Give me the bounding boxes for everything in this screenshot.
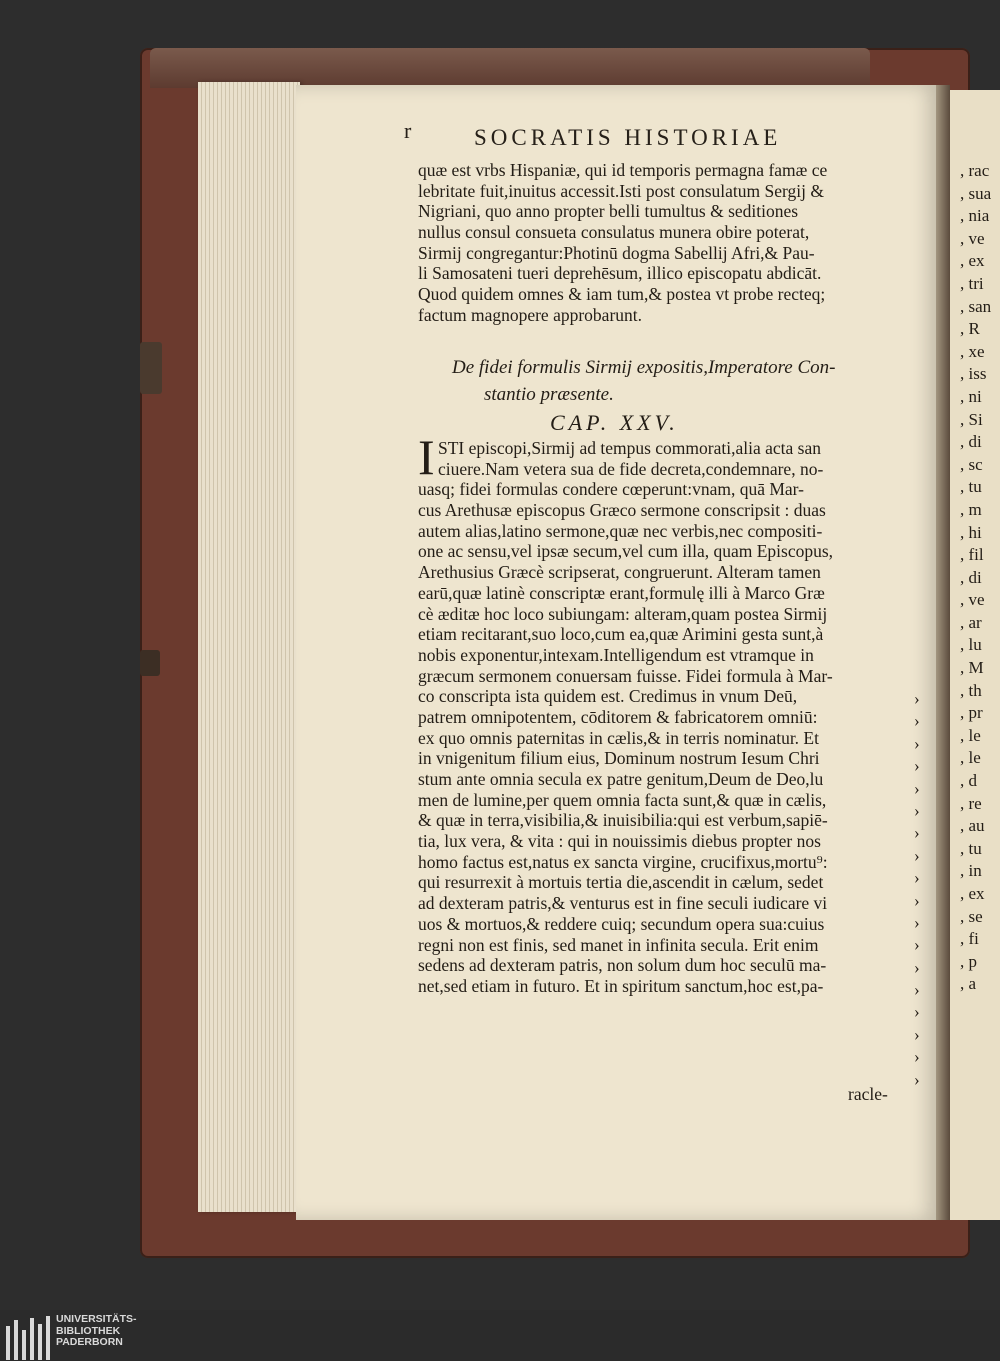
fragment: , re [960,793,982,813]
fragment: , pr [960,703,983,723]
fragment: , lu [960,635,982,655]
text-line: STI episcopi,Sirmij ad tempus commorati,alia acta san [438,438,821,458]
text-line: Arethusius Græcè scripserat, congruerunt. Alteram tamen [418,562,821,583]
fragment: , R [960,319,980,339]
text-line: uos & mortuos,& reddere cuiq; secundum opera sua:cuius [418,913,825,934]
text-line: qui resurrexit à mortuis tertia die,ascendit in cælum, sedet [418,872,824,893]
text-line: regni non est finis, sed manet in infinita secula. Erit enim [418,934,819,955]
text-line: nobis exponentur,intexam.Intelligendum est vtramque in [418,644,814,665]
text-line: nullus consul consueta consulatus munera obire poterat, [418,222,810,243]
fragment: , fil [960,545,984,565]
fragment: , se [960,906,983,926]
text-line: Sirmij congregantur:Photinū dogma Sabellij Afri,& Pau- [418,242,815,263]
fragment: , au [960,816,985,836]
text-line: men de lumine,per quem omnia facta sunt,& quæ in cælis, [418,789,827,810]
text-line: ad dexteram patris,& venturus est in fine seculi iudicare vi [418,893,828,914]
chapter-number: CAP. XXV. [550,410,679,435]
fragment: , san [960,296,992,316]
logo-line: UNIVERSITÄTS- [56,1313,137,1325]
text-line: one ac sensu,vel ipsæ secum,vel cum illa, quam Episcopus, [418,541,834,562]
right-page-fragments [960,160,991,996]
drop-cap: I [418,429,435,485]
fragment: , ar [960,612,982,632]
fragment: , ve [960,590,985,610]
text-line: in vnigenitum filium eius, Dominum nostrum Iesum Chri [418,748,820,769]
text-line: stum ante omnia secula ex patre genitum,Deum de Deo,lu [418,769,824,789]
text-line: factum magnopere approbarunt. [418,304,643,325]
quotation-margin-marks [914,688,920,1091]
chapter-heading-line-2: stantio præsente. [484,384,614,405]
margin-mark: › [914,823,920,843]
text-line: etiam recitarant,suo loco,cum ea,quæ Arimini gesta sunt,à [418,624,824,645]
fragment: , le [960,748,981,768]
page-edges [198,82,300,1212]
margin-mark: › [914,868,920,888]
margin-mark: › [914,1069,920,1089]
footer-bar [0,1310,1000,1361]
clasp-remnant [140,342,162,394]
fragment: , M [960,658,984,678]
text-line: quæ est vrbs Hispaniæ, qui id temporis permagna famæ ce [418,160,828,180]
signature-mark: r [404,118,412,143]
fragment: , tri [960,273,984,293]
margin-mark: › [914,980,920,1000]
fragment: , iss [960,364,987,384]
text-line: cè æditæ hoc loco subiungam: alteram,quam postea Sirmij [418,603,828,624]
text-line: cus Arethusæ episcopus Græco sermone conscripsit : duas [418,500,826,521]
running-head: SOCRATIS HISTORIAE [474,125,782,150]
catchword: racle- [848,1084,888,1104]
text-line: lebritate fuit,inuitus accessit.Isti post consulatum Sergij & [418,180,825,201]
margin-mark: › [914,800,920,820]
fragment: , xe [960,341,985,361]
text-line: & quæ in terra,visibilia,& inuisibilia:qui est verbum,sapiē- [418,810,828,831]
logo-line: PADERBORN [56,1336,123,1348]
margin-mark: › [914,1002,920,1022]
fragment: , sua [960,183,992,203]
margin-mark: › [914,756,920,776]
fragment: , fi [960,929,979,949]
fragment: , th [960,680,982,700]
text-line: tia, lux vera, & vita : qui in nouissimis diebus propter nos [418,831,821,852]
text-line: sedens ad dexteram patris, non solum dum hoc seculū ma- [418,955,827,976]
text-line: earū,quæ latinè conscriptæ erant,formulę illi à Marco Græ [418,582,825,603]
margin-mark: › [914,711,920,731]
fragment: , nia [960,206,990,226]
margin-mark: › [914,778,920,798]
text-line: net,sed etiam in futuro. Et in spiritum sanctum,hoc est,pa- [418,975,824,996]
fragment: , le [960,725,981,745]
chapter-heading-line-1: De fidei formulis Sirmij expositis,Imperatore Con- [452,357,836,378]
clasp-remnant-lower [140,650,160,676]
text-line: li Samosateni tueri deprehēsum, illico episcopatu abdicāt. [418,263,822,284]
library-logo-text [56,1314,137,1349]
text-line: homo factus est,natus ex sancta virgine, crucifixus,mortu⁹: [418,851,828,872]
fragment: , di [960,567,982,587]
margin-mark: › [914,1047,920,1067]
fragment: , ex [960,884,985,903]
text-line: patrem omnipotentem, cōditorem & fabricatorem omniū: [418,706,818,727]
fragment: , tu [960,838,982,858]
fragment: , Si [960,409,983,429]
text-line: ciuere.Nam vetera sua de fide decreta,condemnare, no- [438,458,824,479]
margin-mark: › [914,733,920,753]
chapter-text [418,438,906,997]
margin-mark: › [914,845,920,865]
fragment: , a [960,974,977,994]
text-line: co conscripta ista quidem est. Credimus in vnum Deū, [418,686,798,707]
text-line: uasq; fidei formulas condere cœperunt:vnam, quā Mar- [418,479,804,500]
text-line: græcum sermonem conuersam fuisse. Fidei formula à Mar- [418,665,833,686]
margin-mark: › [914,689,920,708]
margin-mark: › [914,935,920,955]
book-gutter [936,85,950,1220]
fragment: , tu [960,477,982,497]
margin-mark: › [914,912,920,932]
fragment: , ni [960,386,982,406]
margin-mark: › [914,890,920,910]
fragment: , m [960,499,982,519]
margin-mark: › [914,1024,920,1044]
fragment: , ve [960,228,985,248]
fragment: , sc [960,454,983,474]
fragment: , ex [960,251,985,271]
margin-mark: › [914,957,920,977]
text-line: autem alias,latino sermone,quæ nec verbis,nec compositi- [418,520,823,541]
fragment: , rac [960,161,990,180]
fragment: , in [960,861,982,881]
fragment: , di [960,432,982,452]
text-line: Quod quidem omnes & iam tum,& postea vt probe recteq; [418,284,826,305]
logo-line: BIBLIOTHEK [56,1324,121,1337]
text-line: ex quo omnis paternitas in cælis,& in terris nominatur. Et [418,727,819,748]
fragment: , p [960,951,977,971]
text-line: Nigriani, quo anno propter belli tumultus & seditiones [418,201,799,222]
fragment: , hi [960,522,982,542]
opening-paragraph [418,160,906,326]
fragment: , d [960,771,977,791]
